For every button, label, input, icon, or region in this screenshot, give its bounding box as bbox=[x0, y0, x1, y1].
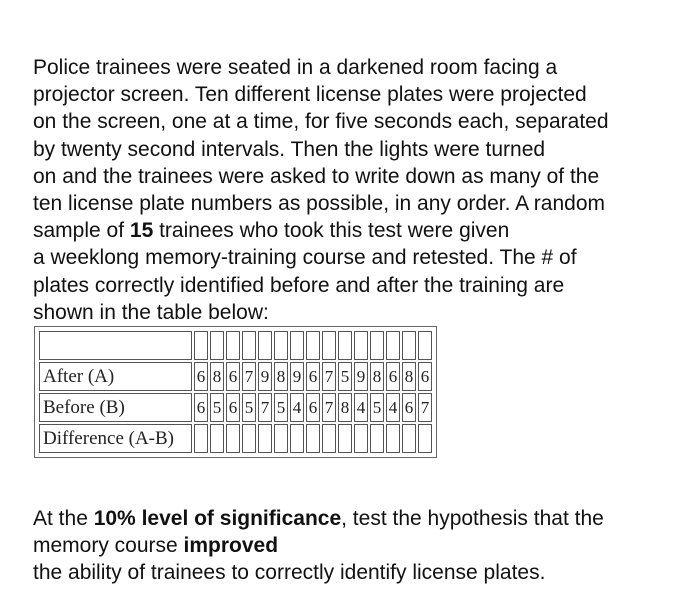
table-cell: 6 bbox=[194, 393, 208, 422]
table-row bbox=[39, 424, 432, 453]
sample-size: 15 bbox=[129, 219, 154, 243]
problem-question bbox=[33, 505, 673, 586]
table-cell: 9 bbox=[290, 362, 304, 391]
table-cell: 8 bbox=[402, 362, 416, 391]
table-cell bbox=[386, 331, 400, 360]
intro-line: a weeklong memory-training course and retested. The # of bbox=[33, 246, 577, 270]
table-cell bbox=[402, 331, 416, 360]
table-cell bbox=[242, 424, 256, 453]
table-cell: 7 bbox=[322, 393, 336, 422]
table-cell bbox=[418, 331, 432, 360]
table-cell bbox=[242, 331, 256, 360]
table-cell: 6 bbox=[306, 362, 320, 391]
question-line bbox=[33, 532, 673, 559]
table-cell: 7 bbox=[258, 393, 272, 422]
problem-intro bbox=[33, 54, 673, 326]
significance-level: 10% level of significance bbox=[93, 507, 342, 530]
row-label: Difference (A-B) bbox=[39, 424, 192, 453]
table-cell bbox=[290, 424, 304, 453]
table-row bbox=[39, 331, 432, 360]
table-cell: 9 bbox=[354, 362, 368, 391]
table-row bbox=[39, 362, 432, 391]
table-cell: 8 bbox=[210, 362, 224, 391]
table-cell bbox=[338, 424, 352, 453]
question-text: , test the hypothesis that the bbox=[341, 507, 604, 530]
table-cell: 4 bbox=[354, 393, 368, 422]
question-text: memory course bbox=[33, 534, 184, 557]
intro-text: trainees who took this test were given bbox=[153, 219, 510, 243]
intro-line bbox=[33, 217, 673, 244]
table-cell: 6 bbox=[306, 393, 320, 422]
table-cell bbox=[274, 331, 288, 360]
table-cell: 9 bbox=[258, 362, 272, 391]
intro-line: shown in the table below: bbox=[33, 300, 269, 324]
intro-text: sample of bbox=[33, 219, 130, 243]
table-cell bbox=[322, 331, 336, 360]
table-cell: 4 bbox=[290, 393, 304, 422]
table-cell: 6 bbox=[194, 362, 208, 391]
improved-emphasis: improved bbox=[183, 534, 279, 557]
row-label: Before (B) bbox=[39, 393, 192, 422]
intro-line: projector screen. Ten different license plates were projected bbox=[33, 83, 587, 107]
table-cell bbox=[226, 424, 240, 453]
table-cell bbox=[226, 331, 240, 360]
table-cell bbox=[402, 424, 416, 453]
table-cell: 4 bbox=[386, 393, 400, 422]
table-cell: 6 bbox=[402, 393, 416, 422]
table-row bbox=[39, 393, 432, 422]
table-cell bbox=[274, 424, 288, 453]
table-cell: 6 bbox=[226, 362, 240, 391]
table-cell: 7 bbox=[418, 393, 432, 422]
table-cell bbox=[290, 331, 304, 360]
table-cell bbox=[210, 331, 224, 360]
table-cell: 7 bbox=[242, 362, 256, 391]
table-cell: 5 bbox=[274, 393, 288, 422]
table-cell bbox=[370, 424, 384, 453]
table-cell: 5 bbox=[338, 362, 352, 391]
table-cell bbox=[354, 424, 368, 453]
table-cell: 6 bbox=[418, 362, 432, 391]
table-cell: 5 bbox=[210, 393, 224, 422]
table-cell: 8 bbox=[338, 393, 352, 422]
row-label: After (A) bbox=[39, 362, 192, 391]
data-table bbox=[37, 329, 434, 455]
question-text: At the bbox=[33, 507, 94, 530]
table-cell: 8 bbox=[274, 362, 288, 391]
question-line: the ability of trainees to correctly identify license plates. bbox=[33, 561, 546, 584]
table-cell bbox=[370, 331, 384, 360]
intro-line: on and the trainees were asked to write down as many of the bbox=[33, 164, 600, 188]
table-cell bbox=[194, 424, 208, 453]
intro-line: Police trainees were seated in a darkened room facing a bbox=[33, 56, 558, 79]
intro-line: by twenty second intervals. Then the lights were turned bbox=[33, 137, 546, 161]
table-cell bbox=[338, 331, 352, 360]
table-cell: 5 bbox=[370, 393, 384, 422]
table-cell: 6 bbox=[386, 362, 400, 391]
table-cell: 8 bbox=[370, 362, 384, 391]
table-cell bbox=[322, 424, 336, 453]
row-label bbox=[39, 331, 192, 360]
intro-line: ten license plate numbers as possible, in any order. A random bbox=[33, 192, 606, 216]
table-cell bbox=[194, 331, 208, 360]
intro-line: plates correctly identified before and after the training are bbox=[33, 273, 565, 297]
table-cell: 6 bbox=[226, 393, 240, 422]
table-cell bbox=[258, 331, 272, 360]
intro-line: on the screen, one at a time, for five seconds each, separated bbox=[33, 110, 609, 134]
table-cell bbox=[306, 424, 320, 453]
table-cell bbox=[210, 424, 224, 453]
table-cell: 5 bbox=[242, 393, 256, 422]
table-cell bbox=[386, 424, 400, 453]
table-cell bbox=[306, 331, 320, 360]
table-cell bbox=[354, 331, 368, 360]
table-cell bbox=[418, 424, 432, 453]
table-cell: 7 bbox=[322, 362, 336, 391]
question-line bbox=[33, 505, 673, 532]
table-cell bbox=[258, 424, 272, 453]
data-table-frame bbox=[34, 326, 437, 458]
